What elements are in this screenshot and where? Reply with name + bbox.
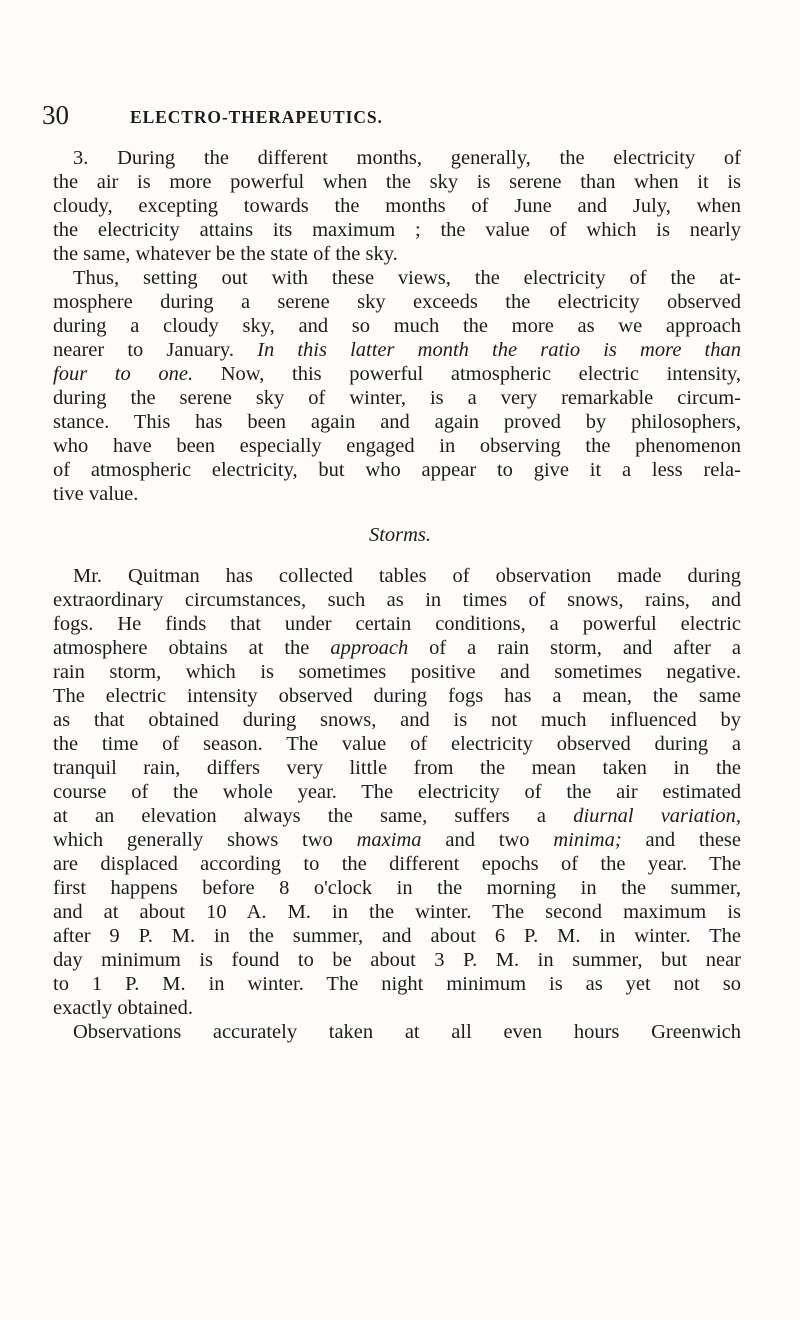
text-line: mosphere during a serene sky exceeds the electricity observed — [53, 291, 741, 313]
text-line: and at about 10 A. M. in the winter. The second maximum is — [53, 901, 741, 923]
text-line: during the serene sky of winter, is a very remarkable circum- — [53, 387, 741, 409]
text-line: Thus, setting out with these views, the electricity of the at- — [73, 267, 741, 289]
emphasis-text: approach — [330, 637, 409, 659]
emphasis-text: minima; — [553, 829, 622, 851]
text-line: of atmospheric electricity, but who appear to give it a less rela- — [53, 459, 741, 481]
text-line: extraordinary circumstances, such as in times of snows, rains, and — [53, 589, 741, 611]
text-run: at an elevation always the same, suffers a — [53, 805, 547, 827]
text-line: the same, whatever be the state of the sky. — [53, 243, 398, 265]
text-run: and two — [445, 829, 530, 851]
text-line: as that obtained during snows, and is not much influenced by — [53, 709, 741, 731]
text-line: cloudy, excepting towards the months of June and July, when — [53, 195, 741, 217]
text-line: to 1 P. M. in winter. The night minimum is as yet not so — [53, 973, 741, 995]
text-run: nearer to January. — [53, 339, 234, 361]
emphasis-text: four to one. — [53, 363, 194, 385]
text-line: The electric intensity observed during fogs has a mean, the same — [53, 685, 741, 707]
text-line: during a cloudy sky, and so much the more as we approach — [53, 315, 741, 337]
text-run: Now, this powerful atmospheric electric intensity, — [220, 363, 741, 385]
text-line: fogs. He finds that under certain conditions, a powerful electric — [53, 613, 741, 635]
text-line: exactly obtained. — [53, 997, 194, 1019]
text-line: stance. This has been again and again proved by philosophers, — [53, 411, 741, 433]
text-line: the time of season. The value of electricity observed during a — [53, 733, 741, 755]
running-head — [42, 100, 742, 130]
text-line — [53, 338, 741, 362]
text-line: day minimum is found to be about 3 P. M. in summer, but near — [53, 949, 741, 971]
text-line: who have been especially engaged in observing the phenomenon — [53, 435, 741, 457]
emphasis-text: diurnal variation, — [573, 805, 741, 827]
text-line: course of the whole year. The electricity of the air estimated — [53, 781, 741, 803]
emphasis-text: In this latter month the ratio is more than — [257, 339, 742, 361]
text-line: tive value. — [53, 483, 139, 505]
page-number: 30 — [42, 100, 69, 130]
text-line — [53, 636, 741, 660]
text-line — [53, 804, 741, 828]
text-line — [53, 828, 741, 852]
text-line: the electricity attains its maximum ; the value of which is nearly — [53, 219, 741, 241]
text-run: and these — [645, 829, 741, 851]
text-line: Observations accurately taken at all even hours Greenwich — [73, 1021, 741, 1043]
text-line: first happens before 8 o'clock in the morning in the summer, — [53, 877, 741, 899]
text-line — [53, 362, 741, 386]
text-line: rain storm, which is sometimes positive and sometimes negative. — [53, 661, 741, 683]
emphasis-text: maxima — [356, 829, 422, 851]
text-run: atmosphere obtains at the — [53, 637, 310, 659]
running-title: ELECTRO-THERAPEUTICS. — [130, 107, 383, 127]
text-line: tranquil rain, differs very little from the mean taken in the — [53, 757, 741, 779]
text-run: of a rain storm, and after a — [429, 637, 741, 659]
text-line: the air is more powerful when the sky is serene than when it is — [53, 171, 741, 193]
text-line: Mr. Quitman has collected tables of observation made during — [73, 565, 741, 587]
text-run: which generally shows two — [53, 829, 333, 851]
text-line: are displaced according to the different epochs of the year. The — [53, 853, 741, 875]
text-line: 3. During the different months, generally, the electricity of — [73, 147, 741, 169]
section-heading: Storms. — [368, 524, 432, 546]
text-line: after 9 P. M. in the summer, and about 6 P. M. in winter. The — [53, 925, 741, 947]
